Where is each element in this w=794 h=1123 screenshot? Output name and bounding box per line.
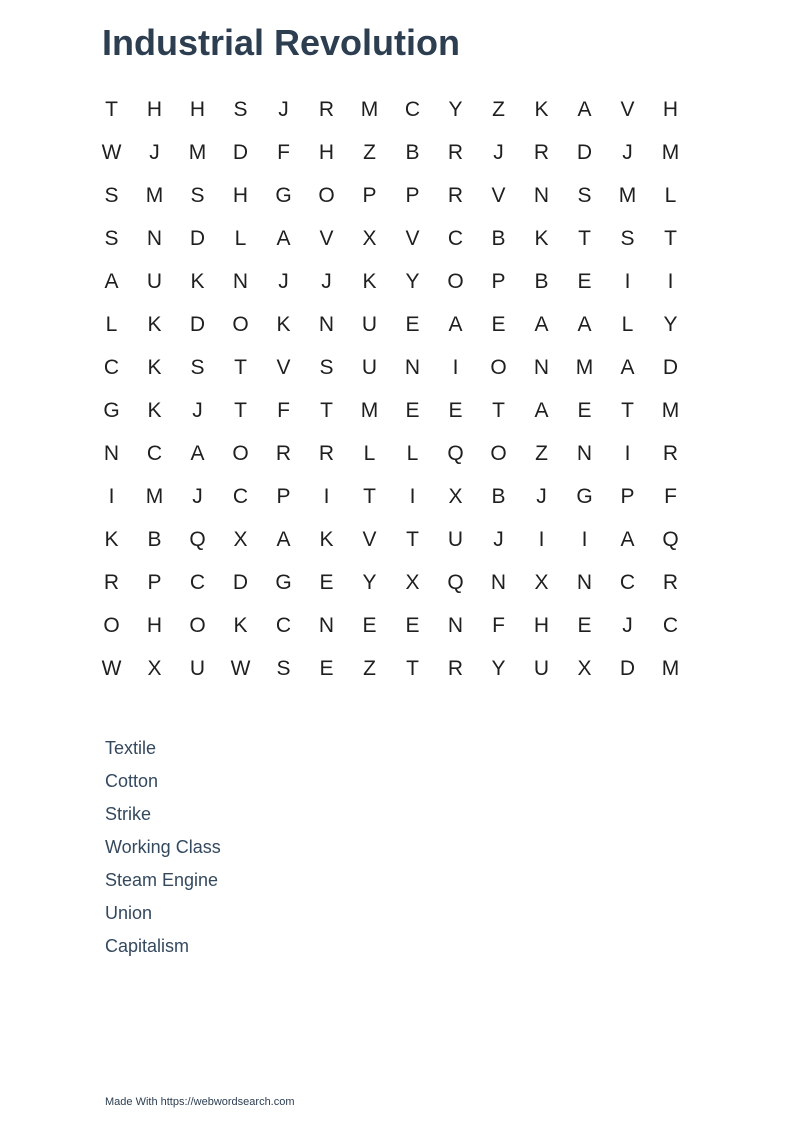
grid-cell: B [534, 269, 549, 293]
grid-cell: B [491, 226, 506, 250]
grid-cell: C [232, 484, 249, 508]
word-list-item: Textile [105, 738, 157, 758]
grid-cell: K [534, 226, 549, 250]
grid-cell: P [620, 484, 635, 508]
grid-cell: W [101, 140, 122, 164]
word-list-item: Working Class [105, 837, 221, 857]
grid-cell: P [405, 183, 420, 207]
grid-cell: J [622, 613, 633, 637]
grid-cell: T [578, 226, 591, 250]
grid-cell: D [576, 140, 593, 164]
grid-cell: M [661, 398, 680, 422]
grid-cell: C [662, 613, 679, 637]
grid-cell: P [276, 484, 291, 508]
grid-cell: E [405, 312, 420, 336]
grid-cell: H [146, 613, 163, 637]
grid-cell: X [147, 656, 162, 680]
grid-cell: K [233, 613, 248, 637]
grid-cell: M [145, 183, 164, 207]
grid-cell: Z [363, 656, 376, 680]
grid-cell: R [275, 441, 292, 465]
grid-cell: S [276, 656, 291, 680]
grid-cell: Q [662, 527, 679, 551]
grid-cell: M [360, 398, 379, 422]
grid-cell: F [277, 140, 290, 164]
grid-cell: Y [448, 97, 463, 121]
grid-cell: Z [492, 97, 505, 121]
grid-cell: C [275, 613, 292, 637]
grid-cell: V [405, 226, 420, 250]
grid-cell: I [323, 484, 330, 508]
grid-cell: U [533, 656, 550, 680]
grid-cell: J [493, 140, 504, 164]
grid-cell: E [448, 398, 463, 422]
grid-cell: E [577, 613, 592, 637]
word-list-item: Union [105, 903, 153, 923]
grid-cell: D [189, 226, 206, 250]
grid-cell: M [145, 484, 164, 508]
grid-cell: P [491, 269, 506, 293]
grid-cell: O [103, 613, 120, 637]
grid-cell: T [492, 398, 505, 422]
grid-cell: M [661, 140, 680, 164]
grid-cell: Z [535, 441, 548, 465]
grid-cell: A [577, 312, 592, 336]
grid-cell: N [404, 355, 421, 379]
grid-cell: D [662, 355, 679, 379]
grid-cell: I [667, 269, 674, 293]
footer-credit: Made With https://webwordsearch.com [105, 1096, 295, 1108]
grid-cell: F [277, 398, 290, 422]
grid-cell: A [190, 441, 205, 465]
grid-cell: D [189, 312, 206, 336]
grid-cell: L [363, 441, 376, 465]
grid-cell: R [447, 140, 464, 164]
grid-cell: L [406, 441, 419, 465]
grid-cell: B [147, 527, 162, 551]
word-list-item: Strike [105, 804, 152, 824]
grid-cell: T [105, 97, 118, 121]
grid-cell: Z [363, 140, 376, 164]
grid-cell: A [534, 398, 549, 422]
grid-cell: E [405, 398, 420, 422]
grid-cell: J [622, 140, 633, 164]
grid-cell: V [362, 527, 377, 551]
grid-cell: C [103, 355, 120, 379]
grid-cell: N [318, 613, 335, 637]
grid-cell: N [490, 570, 507, 594]
grid-cell: K [147, 355, 162, 379]
grid-cell: E [319, 656, 334, 680]
grid-cell: S [233, 97, 248, 121]
grid-cell: N [447, 613, 464, 637]
grid-cell: N [576, 570, 593, 594]
grid-cell: W [230, 656, 251, 680]
grid-cell: Y [663, 312, 678, 336]
grid-cell: E [405, 613, 420, 637]
grid-cell: E [319, 570, 334, 594]
grid-cell: Y [362, 570, 377, 594]
grid-cell: X [405, 570, 420, 594]
grid-cell: L [621, 312, 634, 336]
grid-cell: I [624, 441, 631, 465]
grid-cell: I [108, 484, 115, 508]
grid-cell: K [147, 312, 162, 336]
grid-cell: I [452, 355, 459, 379]
grid-cell: M [188, 140, 207, 164]
grid-cell: J [536, 484, 547, 508]
grid-cell: N [533, 355, 550, 379]
grid-cell: J [149, 140, 160, 164]
grid-cell: Q [447, 570, 464, 594]
grid-cell: E [491, 312, 506, 336]
grid-cell: V [491, 183, 506, 207]
grid-cell: A [276, 527, 291, 551]
grid-cell: X [577, 656, 592, 680]
grid-cell: K [534, 97, 549, 121]
grid-cell: E [577, 269, 592, 293]
grid-cell: N [318, 312, 335, 336]
grid-cell: A [534, 312, 549, 336]
grid-cell: T [234, 355, 247, 379]
grid-cell: D [232, 140, 249, 164]
grid-cell: P [147, 570, 162, 594]
grid-cell: A [620, 355, 635, 379]
grid-cell: G [275, 183, 292, 207]
grid-cell: K [190, 269, 205, 293]
grid-cell: R [447, 656, 464, 680]
grid-cell: S [577, 183, 592, 207]
grid-cell: C [189, 570, 206, 594]
grid-cell: A [620, 527, 635, 551]
grid-cell: G [576, 484, 593, 508]
grid-cell: N [533, 183, 550, 207]
grid-cell: T [406, 527, 419, 551]
grid-cell: T [621, 398, 634, 422]
grid-cell: U [146, 269, 163, 293]
grid-cell: K [276, 312, 291, 336]
grid-cell: R [662, 441, 679, 465]
grid-cell: X [362, 226, 377, 250]
grid-cell: U [189, 656, 206, 680]
grid-cell: X [534, 570, 549, 594]
grid-cell: R [318, 441, 335, 465]
grid-cell: H [146, 97, 163, 121]
grid-cell: C [146, 441, 163, 465]
grid-cell: Q [447, 441, 464, 465]
grid-cell: W [101, 656, 122, 680]
grid-cell: K [319, 527, 334, 551]
grid-cell: G [275, 570, 292, 594]
grid-cell: S [620, 226, 635, 250]
grid-cell: B [405, 140, 420, 164]
grid-cell: I [581, 527, 588, 551]
grid-cell: J [192, 484, 203, 508]
word-list-item: Steam Engine [105, 870, 219, 890]
grid-cell: F [664, 484, 677, 508]
grid-cell: R [103, 570, 120, 594]
grid-cell: P [362, 183, 377, 207]
grid-cell: A [276, 226, 291, 250]
grid-cell: O [232, 312, 249, 336]
grid-cell: A [104, 269, 119, 293]
page-title: Industrial Revolution [102, 22, 461, 63]
grid-cell: L [664, 183, 677, 207]
grid-cell: O [232, 441, 249, 465]
grid-cell: N [576, 441, 593, 465]
grid-cell: T [234, 398, 247, 422]
grid-cell: D [232, 570, 249, 594]
grid-cell: O [447, 269, 464, 293]
grid-cell: M [360, 97, 379, 121]
grid-cell: H [189, 97, 206, 121]
word-list-item: Cotton [105, 771, 159, 791]
grid-cell: O [490, 355, 507, 379]
grid-cell: D [619, 656, 636, 680]
grid-cell: H [533, 613, 550, 637]
grid-cell: R [533, 140, 550, 164]
grid-cell: N [232, 269, 249, 293]
grid-cell: X [233, 527, 248, 551]
grid-cell: F [492, 613, 505, 637]
word-list-item: Capitalism [105, 936, 190, 956]
grid-cell: E [577, 398, 592, 422]
word-list [105, 732, 221, 963]
grid-cell: N [103, 441, 120, 465]
grid-cell: S [190, 355, 205, 379]
grid-cell: I [409, 484, 416, 508]
grid-cell: Y [405, 269, 420, 293]
grid-cell: O [318, 183, 335, 207]
grid-cell: T [363, 484, 376, 508]
grid-cell: C [619, 570, 636, 594]
grid-cell: I [538, 527, 545, 551]
letter-grid [90, 88, 692, 690]
grid-cell: M [575, 355, 594, 379]
grid-cell: N [146, 226, 163, 250]
grid-cell: L [105, 312, 118, 336]
grid-cell: A [577, 97, 592, 121]
grid-cell: S [104, 183, 119, 207]
grid-cell: I [624, 269, 631, 293]
grid-cell: U [447, 527, 464, 551]
grid-cell: O [189, 613, 206, 637]
grid-cell: V [620, 97, 635, 121]
grid-cell: L [234, 226, 247, 250]
grid-cell: K [362, 269, 377, 293]
grid-cell: T [406, 656, 419, 680]
grid-cell: J [278, 97, 289, 121]
grid-cell: O [490, 441, 507, 465]
grid-cell: M [618, 183, 637, 207]
grid-cell: S [104, 226, 119, 250]
grid-cell: T [664, 226, 677, 250]
grid-cell: U [361, 312, 378, 336]
grid-cell: S [190, 183, 205, 207]
grid-cell: H [318, 140, 335, 164]
grid-cell: B [491, 484, 506, 508]
grid-cell: V [276, 355, 291, 379]
grid-cell: Q [189, 527, 206, 551]
grid-cell: T [320, 398, 333, 422]
grid-cell: R [447, 183, 464, 207]
grid-cell: K [104, 527, 119, 551]
grid-cell: J [321, 269, 332, 293]
grid-cell: E [362, 613, 377, 637]
grid-cell: M [661, 656, 680, 680]
grid-cell: C [404, 97, 421, 121]
grid-cell: J [278, 269, 289, 293]
grid-cell: R [318, 97, 335, 121]
grid-cell: R [662, 570, 679, 594]
grid-cell: U [361, 355, 378, 379]
grid-cell: S [319, 355, 334, 379]
grid-cell: K [147, 398, 162, 422]
grid-cell: J [493, 527, 504, 551]
grid-cell: G [103, 398, 120, 422]
grid-cell: H [662, 97, 679, 121]
grid-cell: X [448, 484, 463, 508]
grid-cell: V [319, 226, 334, 250]
grid-cell: A [448, 312, 463, 336]
grid-cell: C [447, 226, 464, 250]
grid-cell: Y [491, 656, 506, 680]
grid-cell: J [192, 398, 203, 422]
grid-cell: H [232, 183, 249, 207]
